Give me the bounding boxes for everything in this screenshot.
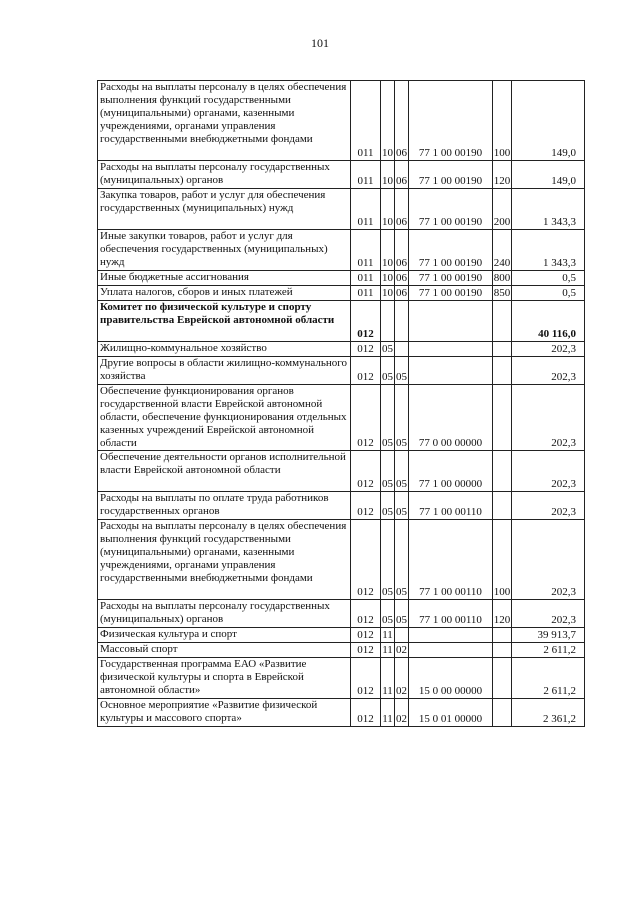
row-amount: 202,3 <box>512 492 585 520</box>
row-section-code: 05 <box>382 343 393 355</box>
table-row <box>98 357 585 385</box>
table-row <box>98 271 585 286</box>
row-name: Другие вопросы в области жилищно-коммунального хозяйства <box>98 357 351 385</box>
row-target-code: 77 1 00 00110 <box>409 520 493 600</box>
row-name: Жилищно-коммунальное хозяйство <box>98 342 351 357</box>
table-row <box>98 600 585 628</box>
row-name: Уплата налогов, сборов и иных платежей <box>98 286 351 301</box>
row-amount: 39 913,7 <box>512 628 585 643</box>
row-name: Иные бюджетные ассигнования <box>98 271 351 286</box>
row-name: Обеспечение деятельности органов исполнительной власти Еврейской автономной области <box>98 451 351 492</box>
row-section-code: 05 <box>381 385 395 451</box>
row-expense-type-code <box>493 628 512 643</box>
table-row <box>98 643 585 658</box>
row-subsection-code: 05 <box>395 451 409 492</box>
row-expense-type-code: 100 <box>493 81 512 161</box>
row-amount: 2 361,2 <box>512 699 585 727</box>
row-section-code: 10 <box>381 81 395 161</box>
row-ministry-code: 011 <box>351 230 381 271</box>
row-name: Расходы на выплаты персоналу в целях обеспечения выполнения функций государственными (муниципальными) органами, казенными учреждениями, органами управления государственными внебюджетными фондами <box>98 81 351 161</box>
row-amount: 2 611,2 <box>512 658 585 699</box>
row-subsection-code: 06 <box>396 272 407 284</box>
row-subsection-code: 06 <box>395 189 409 230</box>
row-name: Расходы на выплаты персоналу в целях обеспечения выполнения функций государственными (муниципальными) органами, казенными учреждениями, органами управления государственными внебюджетными фондами <box>98 520 351 600</box>
row-amount: 0,5 <box>512 271 585 286</box>
table-row <box>98 301 585 342</box>
table-row <box>98 520 585 600</box>
table-row <box>98 385 585 451</box>
row-subsection-code <box>395 628 409 643</box>
row-expense-type-code: 240 <box>493 230 512 271</box>
row-subsection-code: 02 <box>395 699 409 727</box>
row-section-code: 11 <box>382 629 393 641</box>
row-ministry-code: 011 <box>351 286 381 301</box>
table-row <box>98 189 585 230</box>
table-row <box>98 451 585 492</box>
row-expense-type-code: 120 <box>493 161 512 189</box>
row-expense-type-code: 800 <box>493 272 511 284</box>
row-amount: 202,3 <box>512 385 585 451</box>
row-expense-type-code: 100 <box>493 520 512 600</box>
row-amount: 149,0 <box>512 81 585 161</box>
table-row <box>98 81 585 161</box>
row-name: Основное мероприятие «Развитие физической культуры и массового спорта» <box>98 699 351 727</box>
table-row <box>98 628 585 643</box>
row-ministry-code: 012 <box>351 600 381 628</box>
row-target-code: 77 1 00 00110 <box>409 492 493 520</box>
row-amount: 2 611,2 <box>512 643 585 658</box>
table-row <box>98 161 585 189</box>
row-expense-type-code <box>493 385 512 451</box>
row-name: Массовый спорт <box>98 643 351 658</box>
row-target-code: 77 1 00 00190 <box>409 230 493 271</box>
row-subsection-code: 02 <box>395 658 409 699</box>
row-target-code: 77 1 00 00190 <box>409 161 493 189</box>
row-amount: 0,5 <box>512 286 585 301</box>
row-ministry-code: 011 <box>351 161 381 189</box>
row-target-code <box>409 301 493 342</box>
table-row <box>98 286 585 301</box>
row-target-code: 77 1 00 00000 <box>409 451 493 492</box>
row-section-code: 05 <box>381 451 395 492</box>
row-name: Иные закупки товаров, работ и услуг для обеспечения государственных (муниципальных) нужд <box>98 230 351 271</box>
row-name: Расходы на выплаты персоналу государственных (муниципальных) органов <box>98 600 351 628</box>
row-ministry-code: 012 <box>351 628 381 643</box>
row-amount: 202,3 <box>512 342 585 357</box>
row-target-code: 77 1 00 00190 <box>409 81 493 161</box>
row-subsection-code: 02 <box>396 644 407 656</box>
row-ministry-code: 012 <box>351 301 381 342</box>
row-expense-type-code <box>493 699 512 727</box>
row-ministry-code: 011 <box>351 81 381 161</box>
row-subsection-code <box>395 342 409 357</box>
row-section-code <box>381 301 395 342</box>
row-section-code: 11 <box>382 644 393 656</box>
row-ministry-code: 012 <box>351 342 381 357</box>
row-section-code: 10 <box>382 272 393 284</box>
row-ministry-code: 011 <box>351 189 381 230</box>
row-subsection-code: 06 <box>395 161 409 189</box>
row-ministry-code: 012 <box>351 451 381 492</box>
row-name: Расходы на выплаты по оплате труда работников государственных органов <box>98 492 351 520</box>
table-row <box>98 699 585 727</box>
row-subsection-code: 05 <box>395 520 409 600</box>
row-ministry-code: 011 <box>351 271 381 286</box>
row-ministry-code: 012 <box>351 357 381 385</box>
row-amount: 1 343,3 <box>512 230 585 271</box>
row-target-code: 77 1 00 00190 <box>409 271 493 286</box>
row-expense-type-code: 850 <box>493 287 511 299</box>
table-row <box>98 342 585 357</box>
row-expense-type-code <box>493 301 512 342</box>
row-section-code: 05 <box>381 600 395 628</box>
row-section-code: 11 <box>381 699 395 727</box>
row-expense-type-code <box>493 658 512 699</box>
row-name: Физическая культура и спорт <box>98 628 351 643</box>
table-row <box>98 658 585 699</box>
row-amount: 1 343,3 <box>512 189 585 230</box>
row-subsection-code <box>395 301 409 342</box>
row-section-code: 05 <box>381 357 395 385</box>
row-name: Расходы на выплаты персоналу государственных (муниципальных) органов <box>98 161 351 189</box>
table-row <box>98 230 585 271</box>
row-subsection-code: 06 <box>396 287 407 299</box>
row-amount: 149,0 <box>512 161 585 189</box>
row-subsection-code: 06 <box>395 81 409 161</box>
row-name: Обеспечение функционирования органов государственной власти Еврейской автономной области, обеспечение функционирования отдельных казенных учреждений Еврейской автономной области <box>98 385 351 451</box>
row-expense-type-code <box>493 643 512 658</box>
row-amount: 202,3 <box>512 600 585 628</box>
row-target-code: 15 0 00 00000 <box>409 658 493 699</box>
row-section-code: 10 <box>381 189 395 230</box>
row-subsection-code: 06 <box>395 230 409 271</box>
row-ministry-code: 012 <box>351 492 381 520</box>
row-subsection-code: 05 <box>395 492 409 520</box>
budget-table <box>97 80 585 727</box>
row-section-code: 05 <box>381 492 395 520</box>
row-section-code: 11 <box>381 658 395 699</box>
row-name: Комитет по физической культуре и спорту правительства Еврейской автономной области <box>98 301 351 342</box>
row-name: Государственная программа ЕАО «Развитие физической культуры и спорта в Еврейской автономной области» <box>98 658 351 699</box>
row-subsection-code: 05 <box>395 600 409 628</box>
row-expense-type-code <box>493 451 512 492</box>
row-section-code: 10 <box>381 161 395 189</box>
row-ministry-code: 012 <box>351 699 381 727</box>
row-section-code: 05 <box>381 520 395 600</box>
row-expense-type-code <box>493 342 512 357</box>
table-row <box>98 492 585 520</box>
row-amount: 202,3 <box>512 520 585 600</box>
row-target-code: 77 1 00 00190 <box>409 286 493 301</box>
row-expense-type-code <box>493 357 512 385</box>
row-target-code: 77 0 00 00000 <box>409 385 493 451</box>
row-amount: 202,3 <box>512 451 585 492</box>
row-target-code <box>409 357 493 385</box>
row-expense-type-code: 120 <box>493 600 512 628</box>
row-subsection-code: 05 <box>395 357 409 385</box>
row-target-code <box>409 342 493 357</box>
row-amount: 40 116,0 <box>512 301 585 342</box>
row-ministry-code: 012 <box>351 385 381 451</box>
row-section-code: 10 <box>382 287 393 299</box>
row-target-code: 15 0 01 00000 <box>409 699 493 727</box>
row-target-code <box>409 643 493 658</box>
row-name: Закупка товаров, работ и услуг для обеспечения государственных (муниципальных) нужд <box>98 189 351 230</box>
row-expense-type-code <box>493 492 512 520</box>
row-target-code <box>409 628 493 643</box>
row-expense-type-code: 200 <box>493 189 512 230</box>
row-target-code: 77 1 00 00110 <box>409 600 493 628</box>
row-target-code: 77 1 00 00190 <box>409 189 493 230</box>
row-ministry-code: 012 <box>351 658 381 699</box>
row-subsection-code: 05 <box>395 385 409 451</box>
row-ministry-code: 012 <box>351 520 381 600</box>
row-section-code: 10 <box>381 230 395 271</box>
row-amount: 202,3 <box>512 357 585 385</box>
row-ministry-code: 012 <box>351 643 381 658</box>
page-number: 101 <box>311 36 329 50</box>
